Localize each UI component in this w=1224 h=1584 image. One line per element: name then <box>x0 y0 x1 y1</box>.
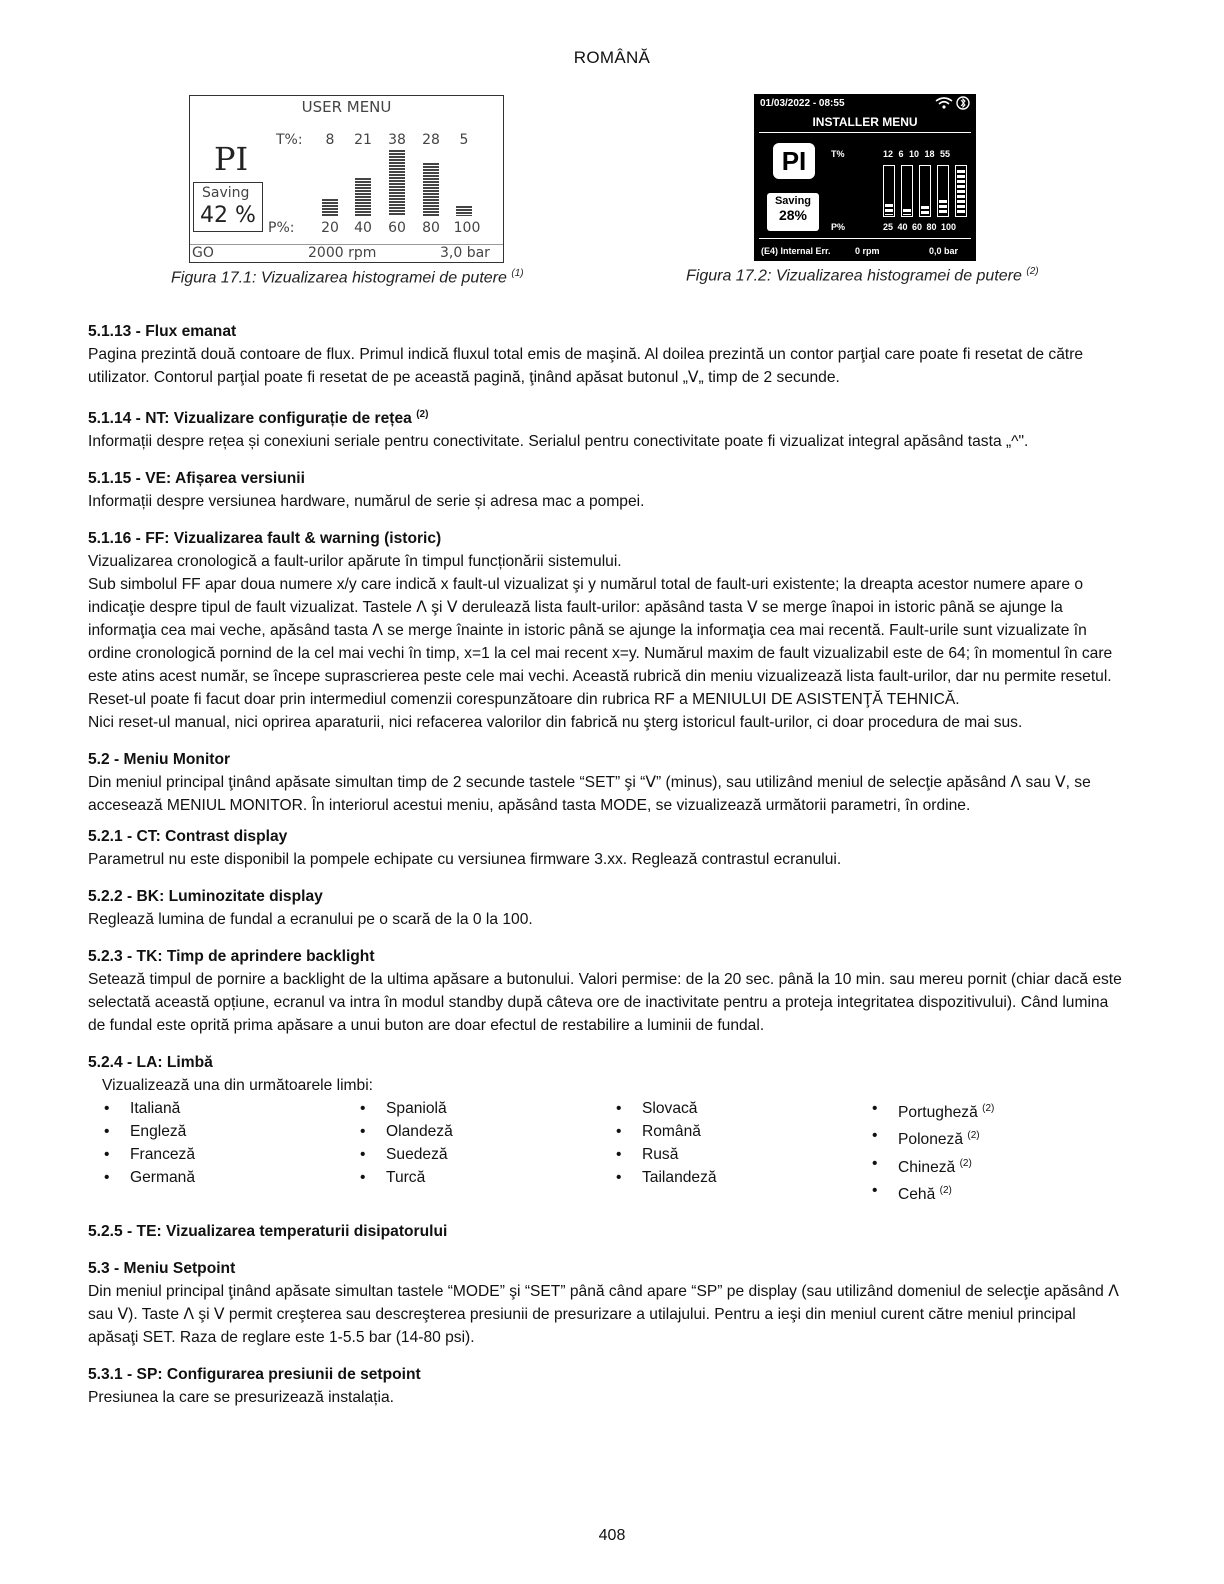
language-item: • Română <box>614 1120 870 1143</box>
language-column <box>870 1097 1126 1206</box>
language-item: • Rusă <box>614 1143 870 1166</box>
section-heading: 5.3.1 - SP: Configurarea presiunii de setpoint <box>88 1365 421 1383</box>
caption-text: Figura 17.1: Vizualizarea histogramei de putere <box>171 269 507 287</box>
language-item: • Franceză <box>102 1143 358 1166</box>
language-item: • Italiană <box>102 1097 358 1120</box>
display-mode-box: PI <box>773 143 815 179</box>
lcd-saving-box <box>193 182 263 232</box>
section-5-1-13 <box>88 320 1128 389</box>
display-saving-value: 28% <box>778 207 808 223</box>
lcd-mode-label: PI <box>214 140 249 178</box>
footnote-ref: (2) <box>959 1157 972 1169</box>
language-name: Portugheză <box>898 1104 978 1122</box>
language-list <box>88 1097 1128 1206</box>
page-header-language: ROMÂNĂ <box>573 48 651 67</box>
language-item <box>870 1152 1126 1179</box>
section-paragraph: Informații despre rețea și conexiuni seriale pentru conectivitate. Serialul pentru conectivitate poate fi vizualizat integral apăsând tasta „^". <box>88 433 1029 451</box>
section-heading: 5.3 - Meniu Setpoint <box>88 1259 236 1277</box>
language-column <box>102 1097 358 1206</box>
lcd-status-left: GO <box>192 245 214 261</box>
section-paragraph: Din meniul principal ţinând apăsate simultan tastele “MODE” şi “SET” până când apare “SP” pe display (sau utilizând domeniul de selecţie apăsând ᐱ sau ᐯ). Taste ᐱ şi ᐯ permit creşterea sau descreşterea presiunii de presurizare a utilajului. Pentru a ieşi din meniul curent către meniul principal apăsaţi SET. Raza de reglare este 1-5.5 bar (14-80 psi). <box>88 1282 1119 1346</box>
lcd-p-value: 100 <box>453 220 481 236</box>
language-column <box>358 1097 614 1206</box>
language-item: • Engleză <box>102 1120 358 1143</box>
display-t-label: T% <box>831 149 845 159</box>
footnote-ref: (2) <box>939 1184 952 1196</box>
lcd-saving-value: 42 % <box>200 203 256 228</box>
lcd-menu-title: USER MENU <box>301 98 392 116</box>
display-histogram-cell <box>883 165 895 217</box>
display-histogram-fill <box>957 170 965 215</box>
section-5-3-1 <box>88 1363 1128 1409</box>
language-item <box>870 1097 1126 1124</box>
section-heading: 5.1.16 - FF: Vizualizarea fault & warning (istoric) <box>88 530 442 548</box>
footnote-ref: (2) <box>967 1130 980 1142</box>
display-histogram-cell <box>901 165 913 217</box>
section-paragraph: Pagina prezintă două contoare de flux. Primul indică fluxul total emis de maşină. Al doilea prezintă un contor parţial care poate fi resetat de către utilizator. Contorul parţial poate fi resetat de pe această pagină, ţinând apăsat butonul „ᐯ„ timp de 2 secunde. <box>88 346 1084 386</box>
display-p-values: 25 40 60 80 100 <box>883 222 957 232</box>
section-paragraph: Reglează lumina de fundal a ecranului pe o scară de la 0 la 100. <box>88 911 533 929</box>
lcd-status-rpm: 2000 rpm <box>308 245 377 261</box>
section-heading: 5.2.4 - LA: Limbă <box>88 1054 213 1072</box>
display-pressure: 0,0 bar <box>929 246 959 256</box>
section-heading: 5.2.2 - BK: Luminozitate display <box>88 888 323 906</box>
section-paragraph: Presiunea la care se presurizează instalația. <box>88 1388 394 1406</box>
section-5-2-4 <box>88 1051 1128 1206</box>
display-saving-label: Saving <box>774 195 812 207</box>
section-paragraph: Nici reset-ul manual, nici oprirea aparaturii, nici refacerea valorilor din fabrică nu şterg istoricul fault-urilor, ci doar procedura de mai sus. <box>88 714 1023 732</box>
section-paragraph: Vizualizarea cronologică a fault-urilor apărute în timpul funcționării sistemului. <box>88 553 622 571</box>
lcd-histogram-bar <box>456 206 472 216</box>
section-heading: 5.2.1 - CT: Contrast display <box>88 828 288 846</box>
language-name: Chineză <box>898 1158 956 1176</box>
lcd-t-value: 38 <box>388 132 406 148</box>
language-item: • Tailandeză <box>614 1166 870 1189</box>
caption-footnote-ref: (1) <box>511 268 524 279</box>
lcd-histogram-bar <box>423 163 439 216</box>
page-number: 408 <box>598 1527 626 1544</box>
display-histogram-fill <box>885 204 893 215</box>
display-saving-box <box>767 193 819 231</box>
lcd-t-value: 21 <box>354 132 372 148</box>
display-status-bar <box>759 238 971 259</box>
wifi-icon <box>935 96 971 110</box>
display-histogram-cell <box>955 165 967 217</box>
lcd-p-value: 60 <box>388 220 406 236</box>
section-5-1-16 <box>88 527 1128 734</box>
section-paragraph: Setează timpul de pornire a backlight de la ultima apăsare a butonului. Valori permise: de la 20 sec. până la 10 min. sau mereu pornit (chiar dacă este selectată această opțiune, ecranul va intra în modul standby după câteva ore de inactivitate pentru a proteja integritatea dispozitivului). Când lumina de fundal este oprită prima apăsare a unui buton are doar efectul de restabilire a luminii de fundal. <box>88 971 1122 1035</box>
section-paragraph: Informații despre versiunea hardware, numărul de serie și adresa mac a pompei. <box>88 493 645 511</box>
section-heading: 5.2.3 - TK: Timp de aprindere backlight <box>88 948 375 966</box>
section-heading: 5.1.15 - VE: Afișarea versiunii <box>88 470 305 488</box>
display-t-values: 12 6 10 18 55 <box>883 149 951 159</box>
heading-footnote-ref: (2) <box>416 409 429 420</box>
footnote-ref: (2) <box>982 1103 995 1115</box>
caption-footnote-ref: (2) <box>1026 266 1039 277</box>
language-item: • Turcă <box>358 1166 614 1189</box>
section-5-2-2 <box>88 885 1128 931</box>
display-histogram-fill <box>903 209 911 215</box>
section-5-1-15 <box>88 467 1128 513</box>
lcd-saving-label: Saving <box>202 185 250 201</box>
figure-user-menu-display <box>189 95 504 263</box>
display-error-status: (E4) Internal Err. <box>761 246 831 256</box>
language-item: • Suedeză <box>358 1143 614 1166</box>
display-rpm: 0 rpm <box>855 246 880 256</box>
heading-text: 5.1.14 - NT: Vizualizare configurație de rețea <box>88 410 412 428</box>
lcd-p-value: 20 <box>321 220 339 236</box>
lcd-p-value: 40 <box>354 220 372 236</box>
section-5-1-14 <box>88 403 1128 453</box>
section-heading: 5.1.13 - Flux emanat <box>88 323 237 340</box>
section-paragraph: Parametrul nu este disponibil la pompele echipate cu versiunea firmware 3.xx. Reglează contrastul ecranului. <box>88 851 842 869</box>
lcd-status-bar <box>190 244 503 263</box>
figure-caption-17-2 <box>686 266 1039 285</box>
language-item: • Spaniolă <box>358 1097 614 1120</box>
language-name: Cehă <box>898 1185 936 1203</box>
language-item: • Germană <box>102 1166 358 1189</box>
section-5-2-5 <box>88 1220 1128 1243</box>
display-histogram-cell <box>919 165 931 217</box>
section-5-2-3 <box>88 945 1128 1037</box>
lcd-histogram-bar <box>389 150 405 216</box>
language-intro: Vizualizează una din următoarele limbi: <box>102 1077 374 1095</box>
document-body <box>88 320 1128 1423</box>
display-p-label: P% <box>831 222 846 232</box>
section-5-2-1 <box>88 825 1128 871</box>
figure-installer-menu-display <box>754 94 976 261</box>
lcd-t-label: T%: <box>276 132 303 148</box>
display-histogram-fill <box>921 206 929 215</box>
lcd-p-label: P%: <box>268 220 295 236</box>
figure-caption-17-1 <box>171 268 524 287</box>
section-heading: 5.2 - Meniu Monitor <box>88 751 231 769</box>
section-paragraph: Sub simbolul FF apar doua numere x/y care indică x fault-ul vizualizat şi y numărul total de fault-uri existente; la dreapta acestor numere apare o indicaţie despre tipul de fault vizualizat. Tastele ᐱ şi ᐯ derulează lista fault-urilor: apăsând tasta ᐯ se merge înapoi in istoric până se ajunge la informaţia cea mai veche, apăsând tasta ᐱ se merge înainte in istoric până se ajunge la informaţia cea mai recentă. Fault-urile sunt vizualizate în ordine cronologică pornind de la cel mai vechi în timp, x=1 la cel mai recent x=y. Numărul maxim de fault vizualizabil este de 64; în momentul în care este atins acest număr, se începe suprascrierea peste cele mai vechi. Această rubrică din meniu vizualizează lista fault-urilor, dar nu permite resetul. Reset-ul poate fi facut doar prin intermediul comenzii corespunzătoare din rubrica RF a MENIULUI DE ASISTENŢĂ TEHNICĂ. <box>88 576 1113 709</box>
language-column <box>614 1097 870 1206</box>
language-item <box>870 1124 1126 1151</box>
section-5-3 <box>88 1257 1128 1349</box>
display-histogram-cell <box>937 165 949 217</box>
lcd-status-pressure: 3,0 bar <box>440 245 490 261</box>
language-name: Poloneză <box>898 1131 964 1149</box>
section-heading: 5.2.5 - TE: Vizualizarea temperaturii disipatorului <box>88 1222 448 1240</box>
wifi-bluetooth-icons <box>935 96 971 113</box>
section-heading <box>88 403 1128 430</box>
bluetooth-icon <box>957 97 969 109</box>
display-menu-title: INSTALLER MENU <box>812 115 918 129</box>
section-5-2 <box>88 748 1128 817</box>
lcd-histogram-bar <box>322 199 338 216</box>
display-histogram-fill <box>939 200 947 215</box>
language-item <box>870 1179 1126 1206</box>
display-datetime: 01/03/2022 - 08:55 <box>760 98 845 109</box>
language-item: • Olandeză <box>358 1120 614 1143</box>
lcd-histogram-bar <box>355 178 371 216</box>
lcd-t-value: 5 <box>459 132 469 148</box>
lcd-p-value: 80 <box>422 220 440 236</box>
language-item: • Slovacă <box>614 1097 870 1120</box>
caption-text: Figura 17.2: Vizualizarea histogramei de putere <box>686 267 1022 285</box>
lcd-t-value: 28 <box>422 132 440 148</box>
lcd-t-value: 8 <box>325 132 335 148</box>
section-paragraph: Din meniul principal ţinând apăsate simultan timp de 2 secunde tastele “SET” şi “ᐯ” (minus), sau utilizând meniul de selecţie apăsând ᐱ sau ᐯ, se accesează MENIUL MONITOR. În interiorul acestui meniu, apăsând tasta MODE, se vizualizează următorii parametri, în ordine. <box>88 774 1091 815</box>
